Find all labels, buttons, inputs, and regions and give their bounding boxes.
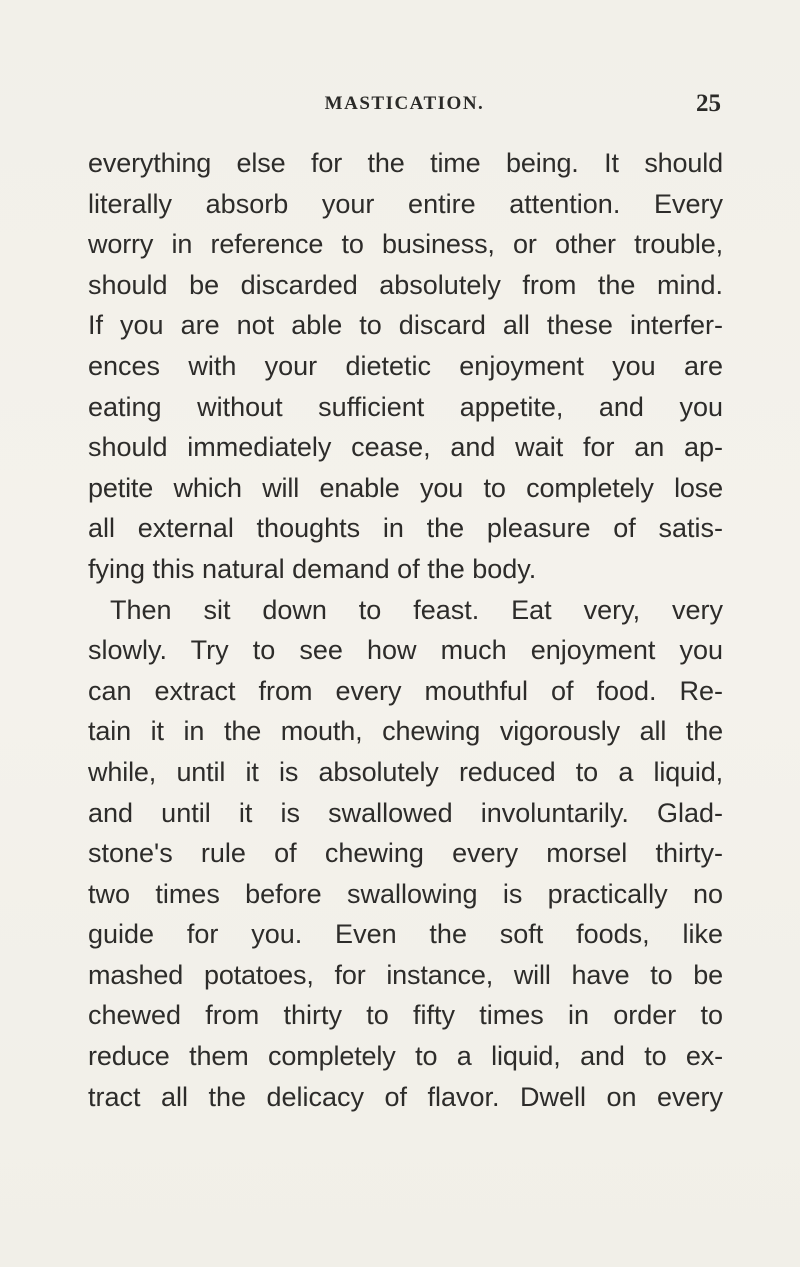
text-line: tract all the delicacy of flavor. Dwell on every: [88, 1081, 723, 1112]
text-line: If you are not able to discard all these interfer-: [88, 310, 723, 341]
text-line: should immediately cease, and wait for an ap-: [88, 432, 723, 463]
text-line: two times before swallowing is practically no: [88, 878, 723, 909]
text-line: all external thoughts in the pleasure of satis-: [88, 513, 723, 544]
running-header: [88, 90, 721, 123]
text-line: chewed from thirty to fifty times in order to: [88, 1000, 723, 1031]
text-line: petite which will enable you to completely lose: [88, 472, 723, 503]
text-line: while, until it is absolutely reduced to a liquid,: [88, 756, 723, 787]
text-line: stone's rule of chewing every morsel thirty-: [88, 838, 723, 869]
text-line: everything else for the time being. It should: [88, 148, 723, 178]
text-line: reduce them completely to a liquid, and to ex-: [88, 1041, 723, 1072]
text-line: can extract from every mouthful of food. Re-: [88, 675, 723, 706]
text-line: literally absorb your entire attention. Every: [88, 188, 723, 219]
body-text: [88, 143, 723, 1117]
text-line: fying this natural demand of the body.: [88, 553, 537, 584]
text-line: eating without sufficient appetite, and you: [88, 391, 723, 422]
text-line: slowly. Try to see how much enjoyment you: [88, 635, 723, 666]
text-line: should be discarded absolutely from the mind.: [88, 269, 723, 300]
text-line: guide for you. Even the soft foods, like: [88, 919, 723, 950]
running-title: MASTICATION.: [324, 93, 485, 114]
text-line: tain it in the mouth, chewing vigorously all the: [88, 716, 723, 747]
text-line: Then sit down to feast. Eat very, very: [110, 594, 723, 625]
page-number: 25: [696, 90, 721, 117]
text-line: and until it is swallowed involuntarily. Glad-: [88, 797, 723, 828]
text-line: mashed potatoes, for instance, will have to be: [88, 959, 723, 990]
text-line: worry in reference to business, or other trouble,: [88, 229, 723, 260]
text-line: ences with your dietetic enjoyment you are: [88, 350, 723, 381]
